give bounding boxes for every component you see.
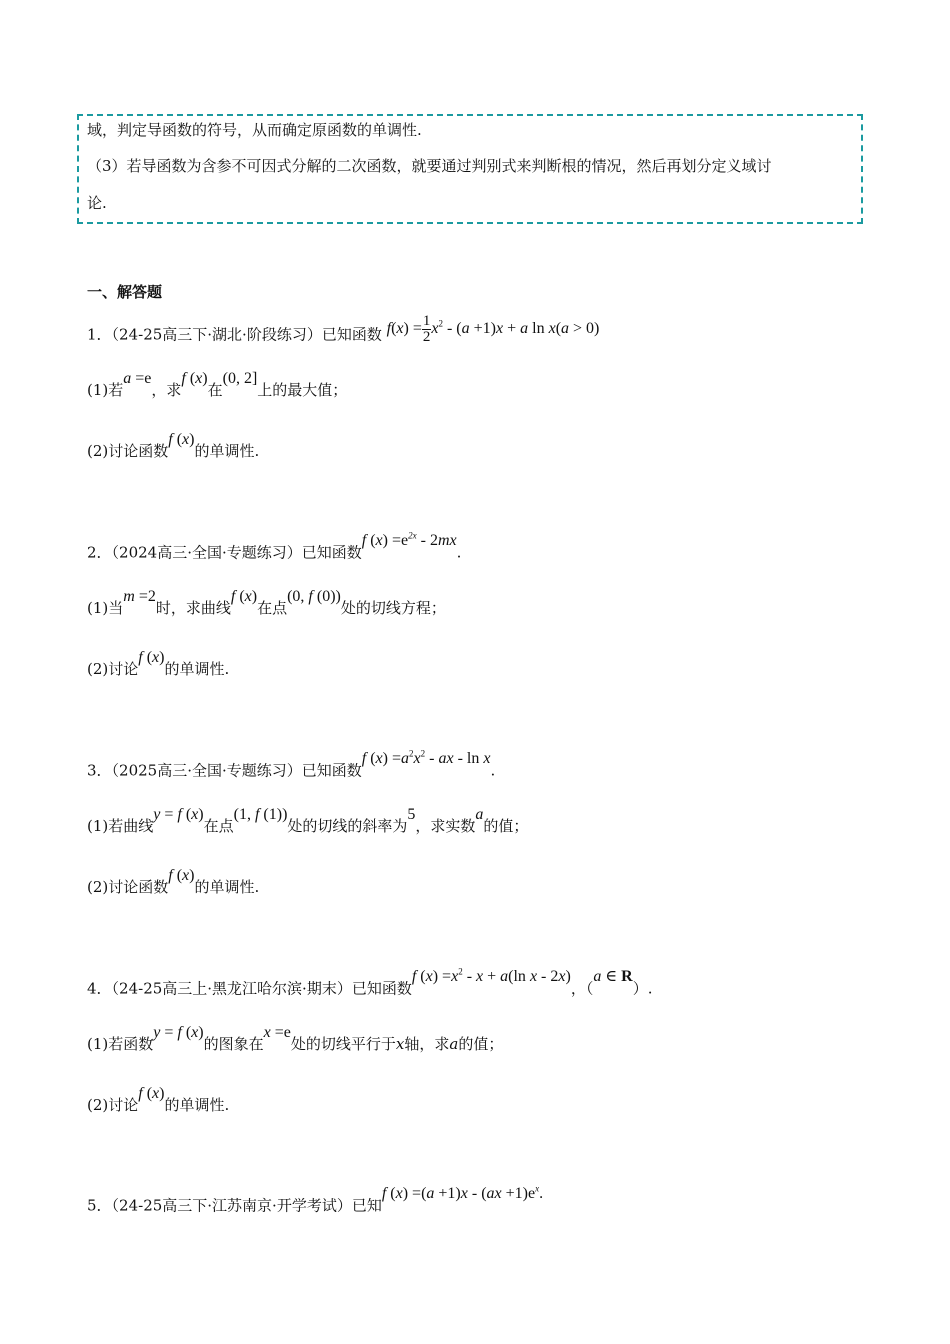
problem-2-part-1: (1)当m =2时，求曲线f (x)在点(0, f (0))处的切线方程； [87,588,446,617]
problem-4-part-2: (2)讨论f (x)的单调性. [87,1085,230,1114]
problem-2-part-2: (2)讨论f (x)的单调性. [87,649,230,678]
problem-1-part-1: (1)若a =e，求f (x)在(0, 2]上的最大值； [87,370,348,399]
box-line-1: 域，判定导函数的符号，从而确定原函数的单调性. [87,121,422,139]
problem-4-part-1: (1)若函数y = f (x)的图象在x =e处的切线平行于x轴，求a的值； [87,1024,504,1053]
problem-4-formula: f $(x) =x^2 - x + a(\ln$ x - 2x) [411,967,571,986]
problem-3-stem: 3．（2025高三·全国·专题练习）已知函数f $(x) =a^2x^2$ - ax - ln x. [87,749,496,780]
summary-box [77,114,863,224]
box-line-2: （3）若导函数为含参不可因式分解的二次函数，就要通过判别式来判断根的情况，然后再划分定义域讨 [87,157,772,175]
problem-1-stem: 1．（24-25高三下·湖北·阶段练习）已知函数 f(x) = $\frac{1}{2}$ $x^2 - (a +1)x + a$ ln x(a > 0) [87,313,600,346]
problem-5-formula: f $(x) =(a +1)x - (ax +1)e^x$. [381,1184,544,1203]
problem-4-stem: 4．（24-25高三上·黑龙江哈尔滨·期末）已知函数f $(x) =x^2 - x + a(\ln$ x - 2x)，（a ∈ R）. [87,967,653,998]
section-title: 一、解答题 [87,283,163,301]
box-line-3: 论. [87,194,107,212]
problem-2-formula: f $(x) =e^{2x} - 2mx$ [361,531,457,550]
problem-2-stem: 2．（2024高三·全国·专题练习）已知函数f $(x) =e^{2x} - 2mx$. [87,531,462,562]
problem-1-formula: f(x) = $\frac{1}{2}$ $x^2 - (a +1)x + a$ ln x(a > 0) [386,313,600,346]
problem-3-part-1: (1)若曲线y = f (x)在点(1, f (1))处的切线的斜率为5，求实数a的值； [87,806,529,835]
problem-5-stem: 5．（24-25高三下·江苏南京·开学考试）已知f $(x) =(a +1)x - (ax +1)e^x$. [87,1184,544,1215]
problem-3-part-2: (2)讨论函数f (x)的单调性. [87,867,260,896]
problem-1-part-2: (2)讨论函数f (x)的单调性. [87,431,260,460]
problem-3-formula: f $(x) =a^2x^2$ - ax - ln x [361,749,491,768]
